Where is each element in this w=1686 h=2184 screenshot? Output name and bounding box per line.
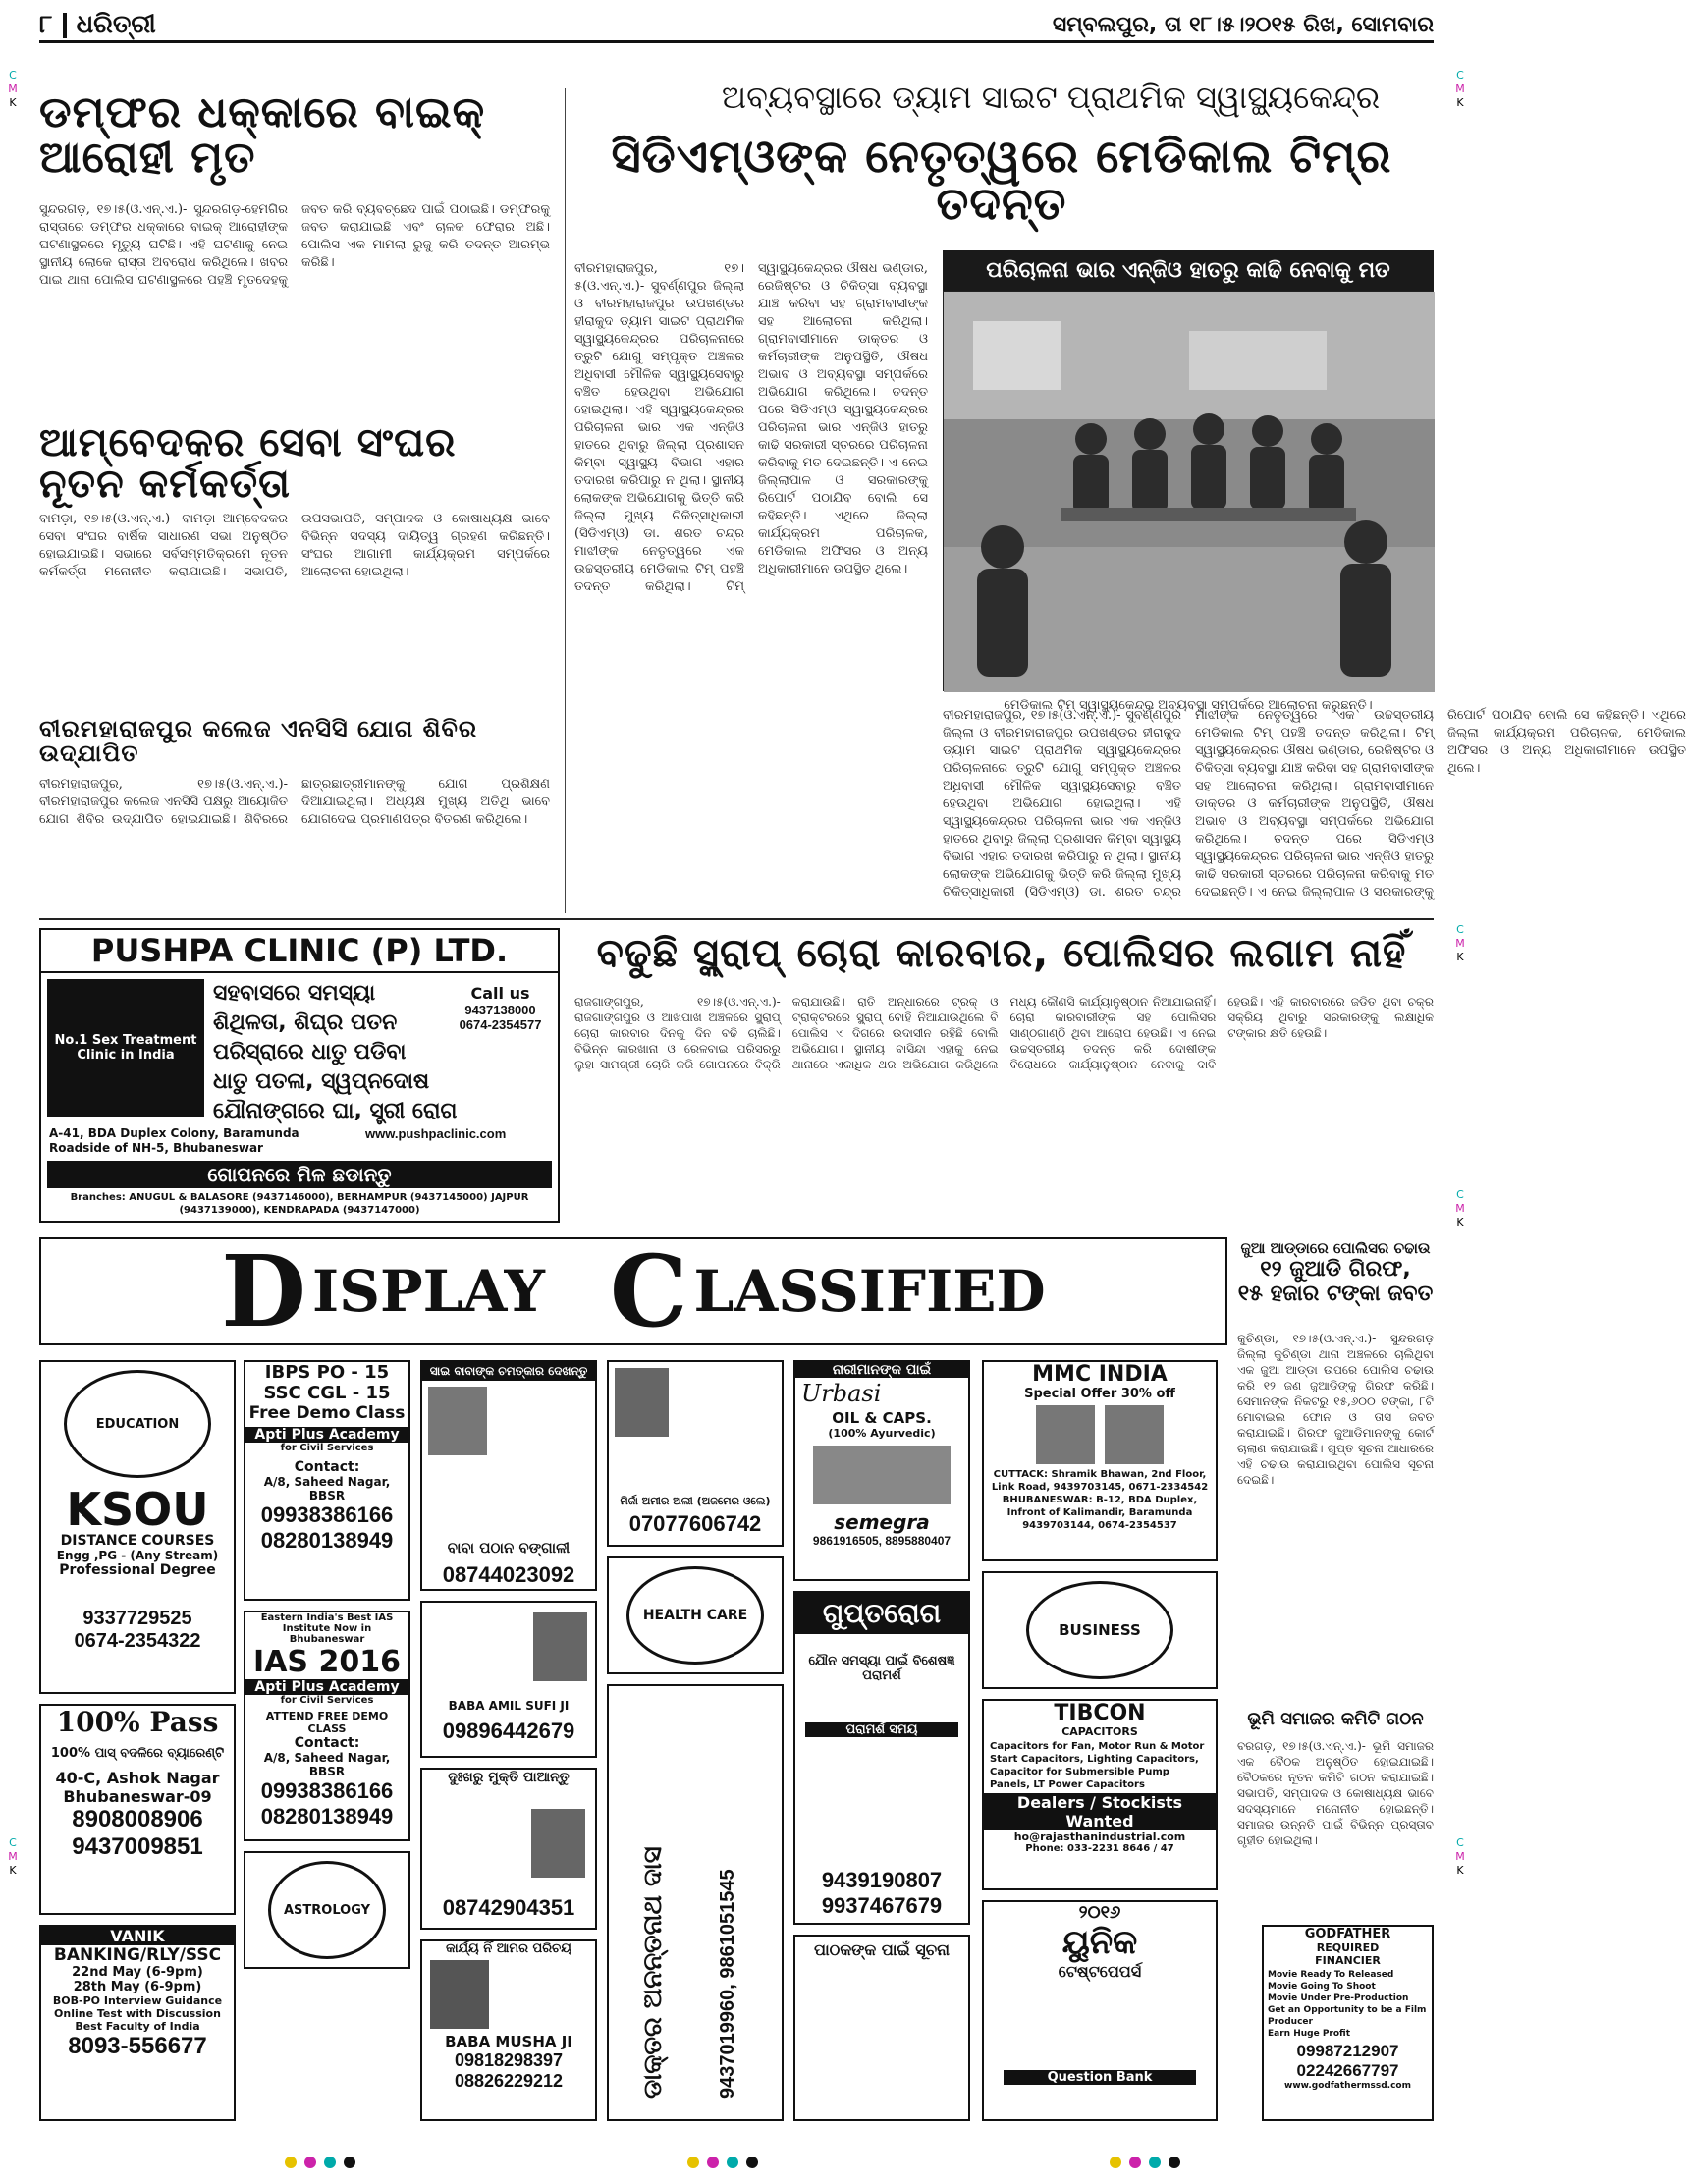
unique-sub: ଟେଷ୍ଟପେପର୍ସ [1058,1962,1142,1981]
mmc-offer: Special Offer 30% off [1024,1387,1175,1401]
ksou-line: DISTANCE COURSES [60,1533,215,1549]
page-number: ୮ [39,10,53,39]
story5-headline-line: ୧୫ ହଜାର ଟଙ୍କା ଜବତ [1237,1282,1434,1306]
sai-name: ବାବା ପଠାନ ବଙ୍ଗାଳୀ [447,1539,571,1556]
mmc-photo [1036,1405,1095,1464]
black-dot [1169,2157,1180,2168]
black-dot [344,2157,355,2168]
masthead [39,10,1434,43]
yellow-dot [1110,2157,1121,2168]
lead-photo-block [943,250,1434,715]
pass100-phone: 9437009851 [72,1833,203,1860]
mmc-photo [1105,1405,1164,1464]
musha-ad [420,1939,597,2121]
vanik-phone: 8093-556677 [68,2033,207,2059]
pushpa-clinic-ad [39,928,560,1223]
business-ad [982,1571,1218,1689]
mmc-bhubaneswar: BHUBANESWAR: B-12, BDA Duplex, Infront of Kalimandir, Baramunda 9439703144, 0674-2354537 [1002,1495,1198,1531]
godfather-item: Movie Ready To Released [1268,1970,1394,1980]
ksou-phone: 9337729525 [82,1608,192,1629]
banner-letter-d: D [221,1233,306,1349]
story4-headline: ବଢୁଛି ସ୍କ୍ରାପ୍ ଚୋରା କାରବାର, ପୋଲିସର ଲଗାମ ନାହିଁ [596,931,1407,976]
gupta-rog-ad [793,1591,970,1925]
musha-photo [430,1960,489,2029]
ias-ad [244,1611,410,1841]
story3-body: ବୀରମହାରାଜପୁର, ୧୭।୫(ଓ.ଏନ୍.ଏ.)- ବୀରମହାରାଜପୁର କଲେଜ ଏନସିସି ପକ୍ଷରୁ ଆୟୋଜିତ ଯୋଗ ଶିବିର ଉଦ୍‌ଯାପିତ ହୋଇଯାଇଛି। ଶିବିରରେ ଛାତ୍ରଛାତ୍ରୀମାନଙ୍କୁ ଯୋଗ ପ୍ରଶିକ୍ଷଣ ଦିଆଯାଇଥିଲା। ଅଧ୍ୟକ୍ଷ ମୁଖ୍ୟ ଅତିଥି ଭାବେ ଯୋଗଦେଇ ପ୍ରମାଣପତ୍ର ବିତରଣ କରିଥିଲେ। [39,777,550,827]
pushpa-conditions [213,979,457,1126]
registration-mark: C M K [1455,69,1465,109]
pass100-address: Bhubaneswar-09 [63,1787,212,1806]
lead-body: ବୀରମହାରାଜପୁର, ୧୭।୫(ଓ.ଏନ୍.ଏ.)- ସୁବର୍ଣ୍ଣପୁର ଜିଲ୍ଲା ଓ ବୀରମହାରାଜପୁର ଉପଖଣ୍ଡର ହୀରାକୁଦ ଡ୍ୟାମ ସାଇଟ ପ୍ରାଥମିକ ସ୍ୱାସ୍ଥ୍ୟକେନ୍ଦ୍ରର ପରିଚାଳନାରେ ତ୍ରୁଟି ଯୋଗୁ ସମ୍ପୃକ୍ତ ଅଞ୍ଚଳର ଅଧିବାସୀ ମୌଳିକ ସ୍ୱାସ୍ଥ୍ୟସେବାରୁ ବଞ୍ଚିତ ହେଉଥିବା ଅଭିଯୋଗ ହୋଇଥିଲା। ଏହି ସ୍ୱାସ୍ଥ୍ୟକେନ୍ଦ୍ରର ପରିଚାଳନା ଭାର ଏକ ଏନ୍‌ଜିଓ ହାତରେ ଥିବାରୁ ଜିଲ୍ଲା ପ୍ରଶାସନ କିମ୍ବା ସ୍ୱାସ୍ଥ୍ୟ ବିଭାଗ ଏହାର ତଦାରଖ କରିପାରୁ ନ ଥିଲା। ସ୍ଥାନୀୟ ଲୋକଙ୍କ ଅଭିଯୋଗକୁ ଭିତ୍ତି କରି ଜିଲ୍ଲା ମୁଖ୍ୟ ଚିକିତ୍ସାଧିକାରୀ (ସିଡିଏମ୍‌ଓ) ଡା. ଶରତ ଚନ୍ଦ୍ର ମାଝୀଙ୍କ ନେତୃତ୍ୱରେ ଏକ ଉଚ୍ଚସ୍ତରୀୟ ମେଡିକାଲ ଟିମ୍ ପହଞ୍ଚି ତଦନ୍ତ କରିଥିଲା। ଟିମ୍ ସ୍ୱାସ୍ଥ୍ୟକେନ୍ଦ୍ରର ଔଷଧ ଭଣ୍ଡାର, ରେଜିଷ୍ଟର ଓ ଚିକିତ୍ସା ବ୍ୟବସ୍ଥା ଯାଞ୍ଚ କରିବା ସହ ଗ୍ରାମବାସୀଙ୍କ ସହ ଆଲୋଚନା କରିଥିଲା। ଗ୍ରାମବାସୀମାନେ ଡାକ୍ତର ଓ କର୍ମଚାରୀଙ୍କ ଅନୁପସ୍ଥିତି, ଔଷଧ ଅଭାବ ଓ ଅବ୍ୟବସ୍ଥା ସମ୍ପର୍କରେ ଅଭିଯୋଗ କରିଥିଲେ। ତଦନ୍ତ ପରେ ସିଡିଏମ୍‌ଓ ସ୍ୱାସ୍ଥ୍ୟକେନ୍ଦ୍ରର ପରିଚାଳନା ଭାର ଏନ୍‌ଜିଓ ହାତରୁ କାଢି ସରକାରୀ ସ୍ତରରେ ପରିଚାଳନା କରିବାକୁ ମତ ଦେଇଛନ୍ତି। ଏ ନେଇ ଜିଲ୍ଲାପାଳ ଓ ସରକାରଙ୍କୁ ରିପୋର୍ଟ ପଠାଯିବ ବୋଲି ସେ କହିଛନ୍ତି। ଏଥିରେ ଜିଲ୍ଲା କାର୍ଯ୍ୟକ୍ରମ ପରିଚାଳକ, ମେଡିକାଲ ଅଫିସର ଓ ଅନ୍ୟ ଅଧିକାରୀମାନେ ଉପସ୍ଥିତ ଥିଲେ। [574,261,928,594]
urbasi-brand: Urbasi [801,1380,882,1407]
urbasi-heading: ନାରୀମାନଙ୍କ ପାଇଁ [795,1362,968,1378]
section-rule [39,918,1434,920]
musha-phone: 09818298397 [454,2050,564,2070]
vanik-title: BANKING/RLY/SSC [53,1945,222,1965]
gupta-phone: 9439190807 [821,1868,943,1892]
amil-name: BABA AMIL SUFI JI [448,1699,570,1713]
black-dot [746,2157,758,2168]
ibps-contact: Contact: [294,1459,360,1475]
ias-tagline: Eastern India's Best IAS Institute Now in Bhubaneswar [260,1612,394,1645]
sai-title: ସାଇ ବାବାଙ୍କ ଚମତ୍କାର ଦେଖନ୍ତୁ [422,1362,595,1381]
amil-photo [533,1612,587,1681]
tibcon-phone: Phone: 033-2231 8646 / 47 [1025,1843,1174,1854]
story5-headline [1237,1239,1434,1306]
story2-body: ବାମଡ଼ା, ୧୭।୫(ଓ.ଏନ୍.ଏ.)- ବାମଡ଼ା ଆମ୍ବେଦକର ସେବା ସଂଘର ବାର୍ଷିକ ସାଧାରଣ ସଭା ଅନୁଷ୍ଠିତ ହୋଇଯାଇଛି। ସଭାରେ ସର୍ବସମ୍ମତିକ୍ରମେ ନୂତନ କର୍ମକର୍ତ୍ତା ମନୋନୀତ କରାଯାଇଛି। ସଭାପତି, ଉପସଭାପତି, ସମ୍ପାଦକ ଓ କୋଷାଧ୍ୟକ୍ଷ ଭାବେ ବିଭିନ୍ନ ସଦସ୍ୟ ଦାୟିତ୍ୱ ଗ୍ରହଣ କରିଛନ୍ତି। ସଂଘର ଆଗାମୀ କାର୍ଯ୍ୟକ୍ରମ ସମ୍ପର୍କରେ ଆଲୋଚନା ହୋଇଥିଲା। [39,512,550,579]
urbasi-phone: 9861916505, 8895880407 [812,1534,952,1548]
registration-mark: C M K [8,69,18,109]
ibps-line: SSC CGL - 15 [263,1383,391,1403]
business-emblem: BUSINESS [1026,1581,1173,1679]
pushpa-line: ଶିଥିଳତା, ଶିଘ୍ର ପତନ [213,1010,398,1035]
tibcon-dealers: Dealers / Stockists [984,1793,1216,1812]
ias-phone: 08280138949 [260,1804,394,1829]
sai-baba-ad [420,1360,597,1591]
meeting-photo-illustration [944,292,1435,692]
magenta-dot [707,2157,719,2168]
pushpa-tag: ଗୋପନରେ ମିଳ ଛଡାନ୍ତୁ [47,1161,552,1188]
doctor-name-vertical: ଡାକ୍ତର ଅନନ୍ତନାଥ ଦାସ [638,1846,668,2099]
gupta-line: ପରାମର୍ଶ ସମୟ [805,1722,958,1737]
pass100-phone: 8908008906 [72,1806,203,1832]
banner-classified-text: LASSIFIED [693,1258,1046,1325]
pushpa-phone: 9437138000 [464,1003,536,1017]
sufi-phone: 08742904351 [442,1895,575,1920]
mmc-title: MMC INDIA [1032,1362,1168,1387]
ibps-line: Free Demo Class [248,1403,406,1423]
story5-headline-line: ୧୨ ଜୁଆଡି ଗିରଫ, [1260,1257,1411,1282]
unique-ad [982,1900,1218,2121]
banner-display-text: ISPLAY [311,1258,545,1325]
pushpa-cross-text: No.1 Sex Treatment Clinic in India [54,1033,197,1063]
tibcon-wanted: Wanted [984,1812,1216,1830]
ksou-phone: 0674-2354322 [74,1630,201,1652]
pushpa-phone: 0674-2354577 [459,1017,542,1032]
ibps-line: IBPS PO - 15 [264,1362,390,1383]
vanik-ad [39,1925,236,2121]
tibcon-sub: CAPACITORS [1061,1725,1138,1738]
lead-photo-caption: ମେଡିକାଲ ଟିମ୍ ସ୍ୱାସ୍ଥ୍ୟକେନ୍ଦ୍ର ଅବ୍ୟବସ୍ଥା ସମ୍ପର୍କରେ ଆଲୋଚନା କରୁଛନ୍ତି। [1004,698,1373,713]
pass100-ad [39,1704,236,1915]
urbasi-product: OIL & CAPS. [832,1409,932,1427]
ibps-for: for Civil Services [280,1443,374,1453]
cross-panel [47,979,204,1117]
masthead-divider [63,13,67,38]
godfather-title: GODFATHER [1304,1927,1391,1941]
ajmer-name: ମିର୍ଜା ଅମୀର ଅଲୀ (ଅଜମେର ଓଲେ) [620,1495,771,1507]
astrology-emblem: ASTROLOGY [268,1861,386,1959]
ksou-line: Professional Degree [59,1562,216,1578]
amil-ad [420,1601,597,1758]
vanik-date: 28th May (6-9pm) [73,1980,202,1994]
magenta-dot [1129,2157,1141,2168]
godfather-item: Earn Huge Profit [1268,2029,1351,2039]
registration-mark: C M K [1455,1836,1465,1877]
gupta-phone: 9937467679 [821,1893,943,1918]
ksou-line: Engg ,PG - (Any Stream) [56,1549,219,1562]
pushpa-web: www.pushpaclinic.com [365,1126,507,1141]
gupta-line: ଯୌନ ସମସ୍ୟା ପାଇଁ ବିଶେଷଜ୍ଞ ପରାମର୍ଶ [808,1654,955,1683]
sufi-photo [531,1809,585,1878]
dateline: ସମ୍ବଲପୁର, ତା ୧୮।୫।୨୦୧୫ ରିଖ, ସୋମବାର [1052,13,1434,37]
ibps-address: A/8, Saheed Nagar, BBSR [263,1475,391,1502]
pushpa-address: A-41, BDA Duplex Colony, Baramunda Roadside of NH-5, Bhubaneswar [49,1126,299,1155]
doctor-phone-vertical: 9437019960, 9861051545 [717,1869,738,2099]
astrology-ad [244,1851,410,1969]
pushpa-line: ଯୌନାଙ୍ଗରେ ଘା, ସ୍ତ୍ରୀ ରୋଗ [213,1099,458,1123]
registration-mark: C M K [8,1836,18,1877]
godfather-line: FINANCIER [1315,1954,1381,1967]
ias-academy: Apti Plus Academy [245,1679,408,1695]
banner-letter-c: C [609,1233,688,1349]
pass100-address: 40-C, Ashok Nagar [55,1769,220,1787]
godfather-ad [1262,1925,1434,2121]
health-care-emblem: HEALTH CARE [626,1566,764,1665]
lead-photo [943,291,1434,691]
health-care-ad [607,1556,784,1674]
vanik-brand: VANIK [41,1927,234,1945]
lead-headline: ସିଡିଏମ୍‌ଓଙ୍କ ନେତୃତ୍ୱରେ ମେଡିକାଲ ଟିମ୍‌ର ତଦନ୍ତ [611,130,1392,231]
semegra-brand: semegra [834,1510,930,1534]
education-emblem: EDUCATION [64,1370,211,1478]
ibps-phone: 08280138949 [260,1528,394,1553]
ksou-ad [39,1360,236,1694]
ias-title: IAS 2016 [253,1645,401,1679]
vanik-best: Best Faculty of India [75,2020,200,2033]
ajmer-photo [615,1368,669,1437]
mmc-cuttack: CUTTACK: Shramik Bhawan, 2nd Floor, Link Road, 9439703145, 0671-2334542 [991,1469,1209,1493]
color-bar [285,2157,355,2168]
ias-contact: Contact: [294,1735,360,1751]
godfather-phone: 09987212907 [1296,2042,1399,2060]
ias-phone: 09938386166 [260,1778,394,1803]
story6-body: ବରଗଡ଼, ୧୭।୫(ଓ.ଏନ୍.ଏ.)- ଭୂମି ସମାଜର ଏକ ବୈଠକ ଅନୁଷ୍ଠିତ ହୋଇଯାଇଛି। ବୈଠକରେ ନୂତନ କମିଟି ଗଠନ କରାଯାଇଛି। ସଭାପତି, ସମ୍ପାଦକ ଓ କୋଷାଧ୍ୟକ୍ଷ ଭାବେ ସଦସ୍ୟମାନେ ମନୋନୀତ ହୋଇଛନ୍ତି। ସମାଜର ଉନ୍ନତି ପାଇଁ ବିଭିନ୍ନ ପ୍ରସ୍ତାବ ଗୃହୀତ ହୋଇଥିଲା। [1237,1739,1434,1847]
lead-subhead: ପରିଚାଳନା ଭାର ଏନ୍‌ଜିଓ ହାତରୁ କାଢି ନେବାକୁ ମତ [943,250,1434,291]
pushpa-call-box [449,984,552,1032]
lead-body-continued: ବୀରମହାରାଜପୁର, ୧୭।୫(ଓ.ଏନ୍.ଏ.)- ସୁବର୍ଣ୍ଣପୁର ଜିଲ୍ଲା ଓ ବୀରମହାରାଜପୁର ଉପଖଣ୍ଡର ହୀରାକୁଦ ଡ୍ୟାମ ସାଇଟ ପ୍ରାଥମିକ ସ୍ୱାସ୍ଥ୍ୟକେନ୍ଦ୍ରର ପରିଚାଳନାରେ ତ୍ରୁଟି ଯୋଗୁ ସମ୍ପୃକ୍ତ ଅଞ୍ଚଳର ଅଧିବାସୀ ମୌଳିକ ସ୍ୱାସ୍ଥ୍ୟସେବାରୁ ବଞ୍ଚିତ ହେଉଥିବା ଅଭିଯୋଗ ହୋଇଥିଲା। ଏହି ସ୍ୱାସ୍ଥ୍ୟକେନ୍ଦ୍ରର ପରିଚାଳନା ଭାର ଏକ ଏନ୍‌ଜିଓ ହାତରେ ଥିବାରୁ ଜିଲ୍ଲା ପ୍ରଶାସନ କିମ୍ବା ସ୍ୱାସ୍ଥ୍ୟ ବିଭାଗ ଏହାର ତଦାରଖ କରିପାରୁ ନ ଥିଲା। ସ୍ଥାନୀୟ ଲୋକଙ୍କ ଅଭିଯୋଗକୁ ଭିତ୍ତି କରି ଜିଲ୍ଲା ମୁଖ୍ୟ ଚିକିତ୍ସାଧିକାରୀ (ସିଡିଏମ୍‌ଓ) ଡା. ଶରତ ଚନ୍ଦ୍ର ମାଝୀଙ୍କ ନେତୃତ୍ୱରେ ଏକ ଉଚ୍ଚସ୍ତରୀୟ ମେଡିକାଲ ଟିମ୍ ପହଞ୍ଚି ତଦନ୍ତ କରିଥିଲା। ଟିମ୍ ସ୍ୱାସ୍ଥ୍ୟକେନ୍ଦ୍ରର ଔଷଧ ଭଣ୍ଡାର, ରେଜିଷ୍ଟର ଓ ଚିକିତ୍ସା ବ୍ୟବସ୍ଥା ଯାଞ୍ଚ କରିବା ସହ ଗ୍ରାମବାସୀଙ୍କ ସହ ଆଲୋଚନା କରିଥିଲା। ଗ୍ରାମବାସୀମାନେ ଡାକ୍ତର ଓ କର୍ମଚାରୀଙ୍କ ଅନୁପସ୍ଥିତି, ଔଷଧ ଅଭାବ ଓ ଅବ୍ୟବସ୍ଥା ସମ୍ପର୍କରେ ଅଭିଯୋଗ କରିଥିଲେ। ତଦନ୍ତ ପରେ ସିଡିଏମ୍‌ଓ ସ୍ୱାସ୍ଥ୍ୟକେନ୍ଦ୍ରର ପରିଚାଳନା ଭାର ଏନ୍‌ଜିଓ ହାତରୁ କାଢି ସରକାରୀ ସ୍ତରରେ ପରିଚାଳନା କରିବାକୁ ମତ ଦେଇଛନ୍ତି। ଏ ନେଇ ଜିଲ୍ଲାପାଳ ଓ ସରକାରଙ୍କୁ ରିପୋର୍ଟ ପଠାଯିବ ବୋଲି ସେ କହିଛନ୍ତି। ଏଥିରେ ଜିଲ୍ଲା କାର୍ଯ୍ୟକ୍ରମ ପରିଚାଳକ, ମେଡିକାଲ ଅଫିସର ଓ ଅନ୍ୟ ଅଧିକାରୀମାନେ ଉପସ୍ଥିତ ଥିଲେ। [943,708,1686,900]
ibps-academy: Apti Plus Academy [245,1427,408,1443]
story5-headline-line: ଜୁଆ ଆଡ୍ଡାରେ ପୋଲିସର ଚଢାଉ [1240,1239,1431,1257]
doctor-ad [607,1684,784,2121]
registration-mark: C M K [1455,1188,1465,1228]
musha-title: କାର୍ଯ୍ୟ ନିଁ ଆମର ପରିଚୟ [445,1941,572,1956]
yellow-dot [687,2157,699,2168]
sai-photo [428,1387,487,1455]
vanik-date: 22nd May (6-9pm) [72,1965,203,1980]
story6-headline: ଭୂମି ସମାଜର କମିଟି ଗଠନ [1247,1709,1424,1729]
godfather-line: REQUIRED [1316,1941,1380,1954]
godfather-item: Movie Under Pre-Production [1268,1993,1409,2003]
story2-headline: ଆମ୍ବେଦକର ସେବା ସଂଘର ନୂତନ କର୍ମକର୍ତ୍ତା [39,420,457,507]
ibps-ad [244,1360,410,1601]
color-bar [687,2157,758,2168]
mmc-ad [982,1360,1218,1561]
urbasi-sub: (100% Ayurvedic) [828,1427,936,1440]
story1-headline: ଡମ୍ଫର ଧକ୍କାରେ ବାଇକ୍ ଆରୋହୀ ମୃତ [39,87,486,184]
unique-bank: Question Bank [1004,2070,1196,2085]
tibcon-title: TIBCON [1054,1701,1146,1725]
column-rule [565,88,566,913]
story4-body: ରାଜଗାଙ୍ଗପୁର, ୧୭।୫(ଓ.ଏନ୍.ଏ.)- ରାଜଗାଙ୍ଗପୁର ଓ ଆଖପାଖ ଅଞ୍ଚଳରେ ସ୍କ୍ରାପ୍ ଚୋରା କାରବାର ଦିନକୁ ଦିନ ବଢି ଚାଲିଛି। ବିଭିନ୍ନ କାରଖାନା ଓ ରେଳବାଇ ପରିସରରୁ ଲୁହା ସାମଗ୍ରୀ ଚୋରି କରି ଗୋପନରେ ବିକ୍ରି କରାଯାଉଛି। ରାତି ଅନ୍ଧାରରେ ଟ୍ରକ୍ ଓ ଟ୍ରାକ୍ଟରରେ ସ୍କ୍ରାପ୍ ବୋହି ନିଆଯାଉଥିଲେ ବି ପୋଲିସ ଏ ଦିଗରେ ଉଦାସୀନ ରହିଛି ବୋଲି ଅଭିଯୋଗ। ସ୍ଥାନୀୟ ବାସିନ୍ଦା ଏହାକୁ ନେଇ ଥାନାରେ ଏକାଧିକ ଥର ଅଭିଯୋଗ କରିଥିଲେ ମଧ୍ୟ କୌଣସି କାର୍ଯ୍ୟାନୁଷ୍ଠାନ ନିଆଯାଇନାହିଁ। ଚୋରା କାରବାରୀଙ୍କ ସହ ପୋଲିସର ସାଣ୍ଠଗାଣ୍ଠି ଥିବା ଆରୋପ ହେଉଛି। ଏ ନେଇ ଉଚ୍ଚସ୍ତରୀୟ ତଦନ୍ତ କରି ଦୋଷୀଙ୍କ ବିରୋଧରେ କାର୍ଯ୍ୟାନୁଷ୍ଠାନ ନେବାକୁ ଦାବି ହେଉଛି। ଏହି କାରବାରରେ ଜଡିତ ଥିବା ଚକ୍ର ସକ୍ରିୟ ଥିବାରୁ ସରକାରଙ୍କୁ ଲକ୍ଷାଧିକ ଟଙ୍କାର କ୍ଷତି ହେଉଛି। [574,995,1434,1071]
vanik-guide: BOB-PO Interview Guidance [52,1994,223,2007]
ias-attend: ATTEND FREE DEMO CLASS [265,1710,389,1735]
pushpa-branches: Branches: ANUGUL & BALASORE (9437146000), BERHAMPUR (9437145000) JAJPUR (9437139000), KENDRAPADA (9437147000) [70,1192,529,1216]
urbasi-ad [793,1360,970,1581]
cyan-dot [1149,2157,1161,2168]
godfather-phone: 02242667797 [1296,2061,1399,2080]
godfather-web: www.godfathermssd.com [1284,2081,1411,2091]
sai-phone: 08744023092 [442,1562,575,1587]
pushpa-line: ଧାତୁ ପତଳା, ସ୍ୱପ୍ନଦୋଷ [213,1069,430,1094]
musha-phone: 08826229212 [454,2071,564,2091]
ibps-phone: 09938386166 [260,1502,394,1527]
amil-phone: 09896442679 [442,1719,575,1743]
unique-year: ୨୦୧୬ [1078,1902,1121,1923]
godfather-list [1264,1967,1432,2042]
pushpa-call: Call us [470,984,530,1003]
cyan-dot [727,2157,738,2168]
pushpa-line: ପରିସ୍ରାରେ ଧାତୁ ପଡିବା [213,1040,407,1065]
pathak-title: ପାଠକଙ୍କ ପାଇଁ ସୂଚନା [814,1940,950,1959]
pass100-line: 100% ପାସ୍ ବଦଳିରେ ବ୍ୟାରେଣ୍ଟି [50,1746,225,1761]
mmc-photos [988,1405,1212,1464]
registration-mark: C M K [1455,923,1465,963]
magenta-dot [304,2157,316,2168]
tibcon-ad [982,1699,1218,1890]
story5-body: କୁଚିଣ୍ଡା, ୧୭।୫(ଓ.ଏନ୍.ଏ.)- ସୁନ୍ଦରଗଡ଼ ଜିଲ୍ଲା କୁଚିଣ୍ଡା ଥାନା ଅଞ୍ଚଳରେ ଚାଲିଥିବା ଏକ ଜୁଆ ଆଡ୍ଡା ଉପରେ ପୋଲିସ ଚଢାଉ କରି ୧୨ ଜଣ ଜୁଆଡିଙ୍କୁ ଗିରଫ କରିଛି। ସେମାନଙ୍କ ନିକଟରୁ ୧୫,୬୦୦ ଟଙ୍କା, ୮ଟି ମୋବାଇଲ ଫୋନ ଓ ତାସ ଜବତ କରାଯାଇଛି। ଗିରଫ ଜୁଆଡିମାନଙ୍କୁ କୋର୍ଟ ଚାଲାଣ କରାଯାଇଛି। ଗୁପ୍ତ ସୂଚନା ଆଧାରରେ ଏହି ଚଢାଉ କରାଯାଇଥିବା ପୋଲିସ ସୂଚନା ଦେଇଛି। [1237,1332,1434,1487]
ksou-name: KSOU [66,1483,209,1536]
godfather-item: Get an Opportunity to be a Film Producer [1268,2005,1427,2027]
lead-kicker: ଅବ୍ୟବସ୍ଥାରେ ଡ୍ୟାମ ସାଇଟ ପ୍ରାଥମିକ ସ୍ୱାସ୍ଥ୍ୟକେନ୍ଦ୍ର [721,79,1381,116]
musha-name: BABA MUSHA JI [445,2033,572,2050]
gupta-title: ଗୁପ୍ତରୋଗ [795,1593,968,1634]
story3-headline: ବୀରମହାରାଜପୁର କଲେଜ ଏନସିସି ଯୋଗ ଶିବିର ଉଦ୍‌ଯାପିତ [39,715,478,768]
ias-for: for Civil Services [280,1695,374,1706]
story1-body: ସୁନ୍ଦରଗଡ଼, ୧୭।୫(ଓ.ଏନ୍.ଏ.)- ସୁନ୍ଦରଗଡ଼-ହେମଗିର ରାସ୍ତାରେ ଡମ୍ଫର ଧକ୍କାରେ ବାଇକ୍ ଆରୋହୀଙ୍କ ଘଟଣାସ୍ଥଳରେ ମୃତ୍ୟୁ ଘଟିଛି। ଏହି ଘଟଣାକୁ ନେଇ ସ୍ଥାନୀୟ ଲୋକେ ରାସ୍ତା ଅବରୋଧ କରିଥିଲେ। ଖବର ପାଇ ଥାନା ପୋଲିସ ଘଟଣାସ୍ଥଳରେ ପହଞ୍ଚି ମୃତଦେହକୁ ଜବତ କରି ବ୍ୟବଚ୍ଛେଦ ପାଇଁ ପଠାଇଛି। ଡମ୍ଫରକୁ ଜବତ କରାଯାଇଛି ଏବଂ ଚାଳକ ଫେରାର ଅଛି। ପୋଲିସ ଏକ ମାମଲା ରୁଜୁ କରି ତଦନ୍ତ ଆରମ୍ଭ କରିଛି। [39,202,550,288]
paper-name: ଧରିତ୍ରୀ [76,10,156,39]
pass100-title: 100% Pass [56,1706,219,1738]
color-bar [1110,2157,1180,2168]
godfather-item: Movie Going To Shoot [1268,1982,1376,1992]
cyan-dot [324,2157,336,2168]
ajmer-ad [607,1360,784,1547]
tibcon-desc: Capacitors for Fan, Motor Run & Motor Start Capacitors, Lighting Capacitors, Capacitor for Submersible Pump Panels, LT Power Capacitors [990,1741,1205,1790]
urbasi-photo [813,1446,951,1504]
display-classified-banner [39,1233,1227,1349]
unique-name: ୟୁନିକ [1061,1923,1138,1962]
pushpa-title: PUSHPA CLINIC (P) LTD. [41,930,558,973]
pushpa-line: ସହବାସରେ ସମସ୍ୟା [213,981,376,1006]
pathak-notice [793,1935,970,2121]
yellow-dot [285,2157,297,2168]
vanik-online: Online Test with Discussion [54,2007,221,2020]
ajmer-phone: 07077606742 [628,1511,762,1536]
ias-address: A/8, Saheed Nagar, BBSR [263,1751,391,1778]
sufi-title: ଦୁଃଖରୁ ମୁକ୍ତି ପାଆନ୍ତୁ [448,1770,570,1785]
tibcon-email: ho@rajasthanindustrial.com [1013,1830,1186,1843]
sufi-ad [420,1768,597,1930]
